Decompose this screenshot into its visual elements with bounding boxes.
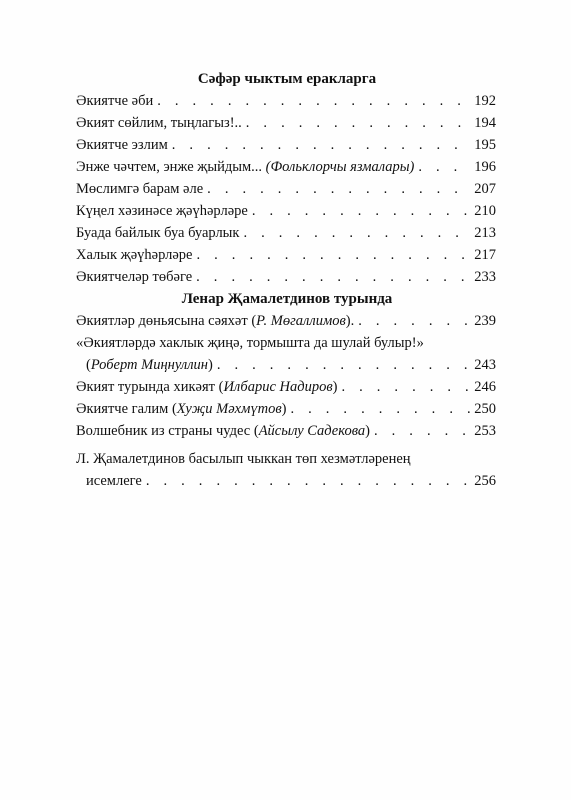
- entry-author: Айсылу Садекова: [258, 423, 366, 439]
- dot-leader: [157, 90, 470, 112]
- toc-entry: [76, 398, 496, 420]
- entry-title: Әкият турында хикәят (Илбарис Надиров): [76, 379, 338, 395]
- toc-entry: [76, 266, 496, 288]
- dot-leader: [246, 112, 470, 134]
- section-title: Ленар Җамалетдинов турында: [181, 291, 393, 307]
- toc-entry: [76, 470, 496, 492]
- page-number: 207: [474, 181, 496, 197]
- page-number: 233: [474, 269, 496, 285]
- dot-leader: [341, 376, 470, 398]
- dot-leader: [197, 244, 471, 266]
- entry-author: Р. Мөгаллимов: [256, 313, 346, 329]
- toc-entry: [76, 310, 496, 332]
- entry-title: Әкиятчеләр төбәге: [76, 269, 193, 285]
- page-number: 217: [474, 247, 496, 263]
- dot-leader: [146, 470, 470, 492]
- entry-title: Әкиятләр дөньясына сәяхәт (Р. Мөгаллимов).: [76, 313, 355, 329]
- entry-author: Роберт Миңнуллин: [90, 357, 208, 373]
- toc-entry: [76, 244, 496, 266]
- toc-entry: [76, 376, 496, 398]
- page-number: 192: [474, 93, 496, 109]
- entry-title-line: «Әкиятләрдә хаклык җиңә, тормышта да шулай булыр!»: [76, 335, 424, 351]
- entry-title: Әкиятче әби: [76, 93, 154, 109]
- entry-title: Күңел хәзинәсе җәүһәрләре: [76, 203, 248, 219]
- entry-author: Илбарис Надиров: [223, 379, 333, 395]
- entry-title: (Роберт Миңнуллин): [86, 357, 213, 373]
- dot-leader: [196, 266, 470, 288]
- dot-leader: [252, 200, 470, 222]
- table-of-contents: [76, 64, 496, 492]
- toc-entry: [76, 222, 496, 244]
- page-number: 213: [474, 225, 496, 241]
- toc-entry: [76, 90, 496, 112]
- entry-author: Хуҗи Мәхмүтов: [176, 401, 282, 417]
- page-number: 250: [474, 401, 496, 417]
- entry-title: Әкиятче эзлим: [76, 137, 168, 153]
- section-title: Сәфәр чыктым еракларга: [197, 71, 377, 87]
- page-number: 256: [474, 473, 496, 489]
- toc-entry: [76, 178, 496, 200]
- dot-leader: [358, 310, 470, 332]
- toc-entry: [76, 134, 496, 156]
- entry-title: Энже чәчтем, энже җыйдым... (Фольклорчы язмалары): [76, 159, 415, 175]
- entry-title: Мөслимгә барам әле: [76, 181, 204, 197]
- toc-entry: [76, 420, 496, 442]
- page-number: 243: [474, 357, 496, 373]
- page-number: 195: [474, 137, 496, 153]
- toc-entry: [76, 112, 496, 134]
- dot-leader: [243, 222, 470, 244]
- page-number: 210: [474, 203, 496, 219]
- dot-leader: [172, 134, 470, 156]
- dot-leader: [207, 178, 470, 200]
- entry-title: Халык җәүһәрләре: [76, 247, 193, 263]
- toc-entry: [76, 156, 496, 178]
- entry-author: (Фольклорчы язмалары): [265, 159, 415, 175]
- bibliography-title-line: Л. Җамалетдинов басылып чыккан төп хезмәтләренең: [76, 451, 411, 467]
- entry-title: Әкиятче галим (Хуҗи Мәхмүтов): [76, 401, 287, 417]
- page-number: 246: [474, 379, 496, 395]
- dot-leader: [374, 420, 470, 442]
- page-number: 239: [474, 313, 496, 329]
- dot-leader: [418, 156, 470, 178]
- entry-title: Буада байлык буа буарлык: [76, 225, 240, 241]
- dot-leader: [217, 354, 470, 376]
- page-number: 253: [474, 423, 496, 439]
- entry-title: Әкият сөйлим, тыңлагыз!..: [76, 115, 242, 131]
- page-number: 196: [474, 159, 496, 175]
- toc-entry: [76, 354, 496, 376]
- entry-title: Волшебник из страны чудес (Айсылу Садекова): [76, 423, 370, 439]
- toc-entry: [76, 200, 496, 222]
- dot-leader: [290, 398, 470, 420]
- page-number: 194: [474, 115, 496, 131]
- entry-title: исемлеге: [86, 473, 142, 489]
